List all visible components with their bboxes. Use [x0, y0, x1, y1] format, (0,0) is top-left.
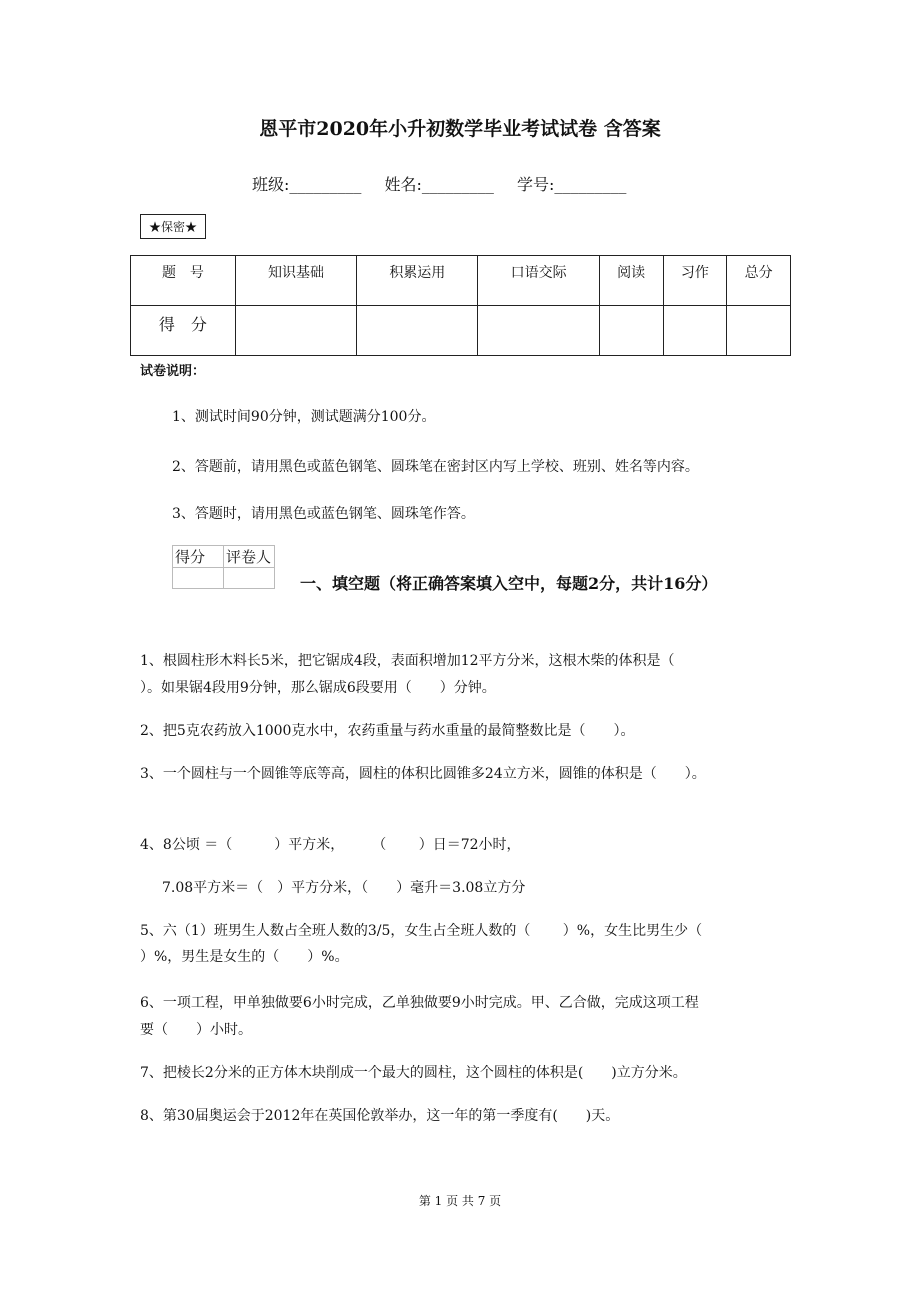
- score-cell: [599, 306, 663, 356]
- header-cell: 阅读: [599, 256, 663, 306]
- grader-cell: [224, 568, 275, 589]
- score-label: 得分: [173, 546, 224, 568]
- header-cell: 口语交际: [478, 256, 599, 306]
- note-item: 3、答题时，请用黑色或蓝色钢笔、圆珠笔作答。: [172, 506, 475, 522]
- header-cell: 题 号: [131, 256, 236, 306]
- class-field: 班级:_________: [252, 175, 362, 194]
- page-footer: 第 1 页 共 7 页: [418, 1194, 502, 1208]
- question-line: 1、根圆柱形木料长5米，把它锯成4段，表面积增加12平方分米，这根木柴的体积是（: [140, 653, 675, 669]
- header-cell: 习作: [663, 256, 727, 306]
- question-line: ）%，男生是女生的（ ）%。: [140, 949, 349, 965]
- student-info: [252, 172, 644, 195]
- section-heading: 一、填空题（将正确答案填入空中，每题2分，共计16分）: [300, 574, 718, 593]
- score-cell: [663, 306, 727, 356]
- notes-heading: 试卷说明：: [140, 364, 206, 379]
- question-line: ）。如果锯4段用9分钟，那么锯成6段要用（ ）分钟。: [140, 680, 496, 696]
- header-cell: 积累运用: [357, 256, 478, 306]
- question-line: 3、一个圆柱与一个圆锥等底等高，圆柱的体积比圆锥多24立方米，圆锥的体积是（ ）。: [140, 766, 706, 782]
- note-item: 1、测试时间90分钟，测试题满分100分。: [172, 409, 436, 425]
- score-cell: [357, 306, 478, 356]
- name-field: 姓名:_________: [384, 175, 494, 194]
- grader-label: 评卷人: [224, 546, 275, 568]
- header-cell: 知识基础: [235, 256, 356, 306]
- question-line: 7.08平方米＝（ ）平方分米，（ ）毫升＝3.08立方分: [162, 880, 526, 896]
- question-line: 5、六（1）班男生人数占全班人数的3/5，女生占全班人数的（ ）%，女生比男生少（: [140, 923, 703, 939]
- question-line: 8、第30届奥运会于2012年在英国伦敦举办，这一年的第一季度有( )天。: [140, 1108, 620, 1124]
- question-line: 7、把棱长2分米的正方体木块削成一个最大的圆柱，这个圆柱的体积是( )立方分米。: [140, 1065, 687, 1081]
- score-cell: [727, 306, 791, 356]
- confidential-badge: ★保密★: [140, 214, 206, 239]
- question-line: 要（ ）小时。: [140, 1022, 252, 1038]
- score-cell: [173, 568, 224, 589]
- grader-table: [172, 545, 275, 589]
- note-item: 2、答题前，请用黑色或蓝色钢笔、圆珠笔在密封区内写上学校、班别、姓名等内容。: [172, 459, 699, 475]
- id-field: 学号:_________: [517, 175, 627, 194]
- score-cell: [235, 306, 356, 356]
- row-label: 得 分: [131, 306, 236, 356]
- header-cell: 总分: [727, 256, 791, 306]
- question-line: 6、一项工程，甲单独做要6小时完成，乙单独做要9小时完成。甲、乙合做，完成这项工程: [140, 995, 699, 1011]
- score-table: [130, 255, 791, 356]
- question-line: 4、8公顷 ＝（ ）平方米， （ ）日＝72小时，: [140, 837, 521, 853]
- page-title: 恩平市2020年小升初数学毕业考试试卷 含答案: [259, 118, 661, 140]
- score-cell: [478, 306, 599, 356]
- question-line: 2、把5克农药放入1000克水中，农药重量与药水重量的最简整数比是（ ）。: [140, 723, 635, 739]
